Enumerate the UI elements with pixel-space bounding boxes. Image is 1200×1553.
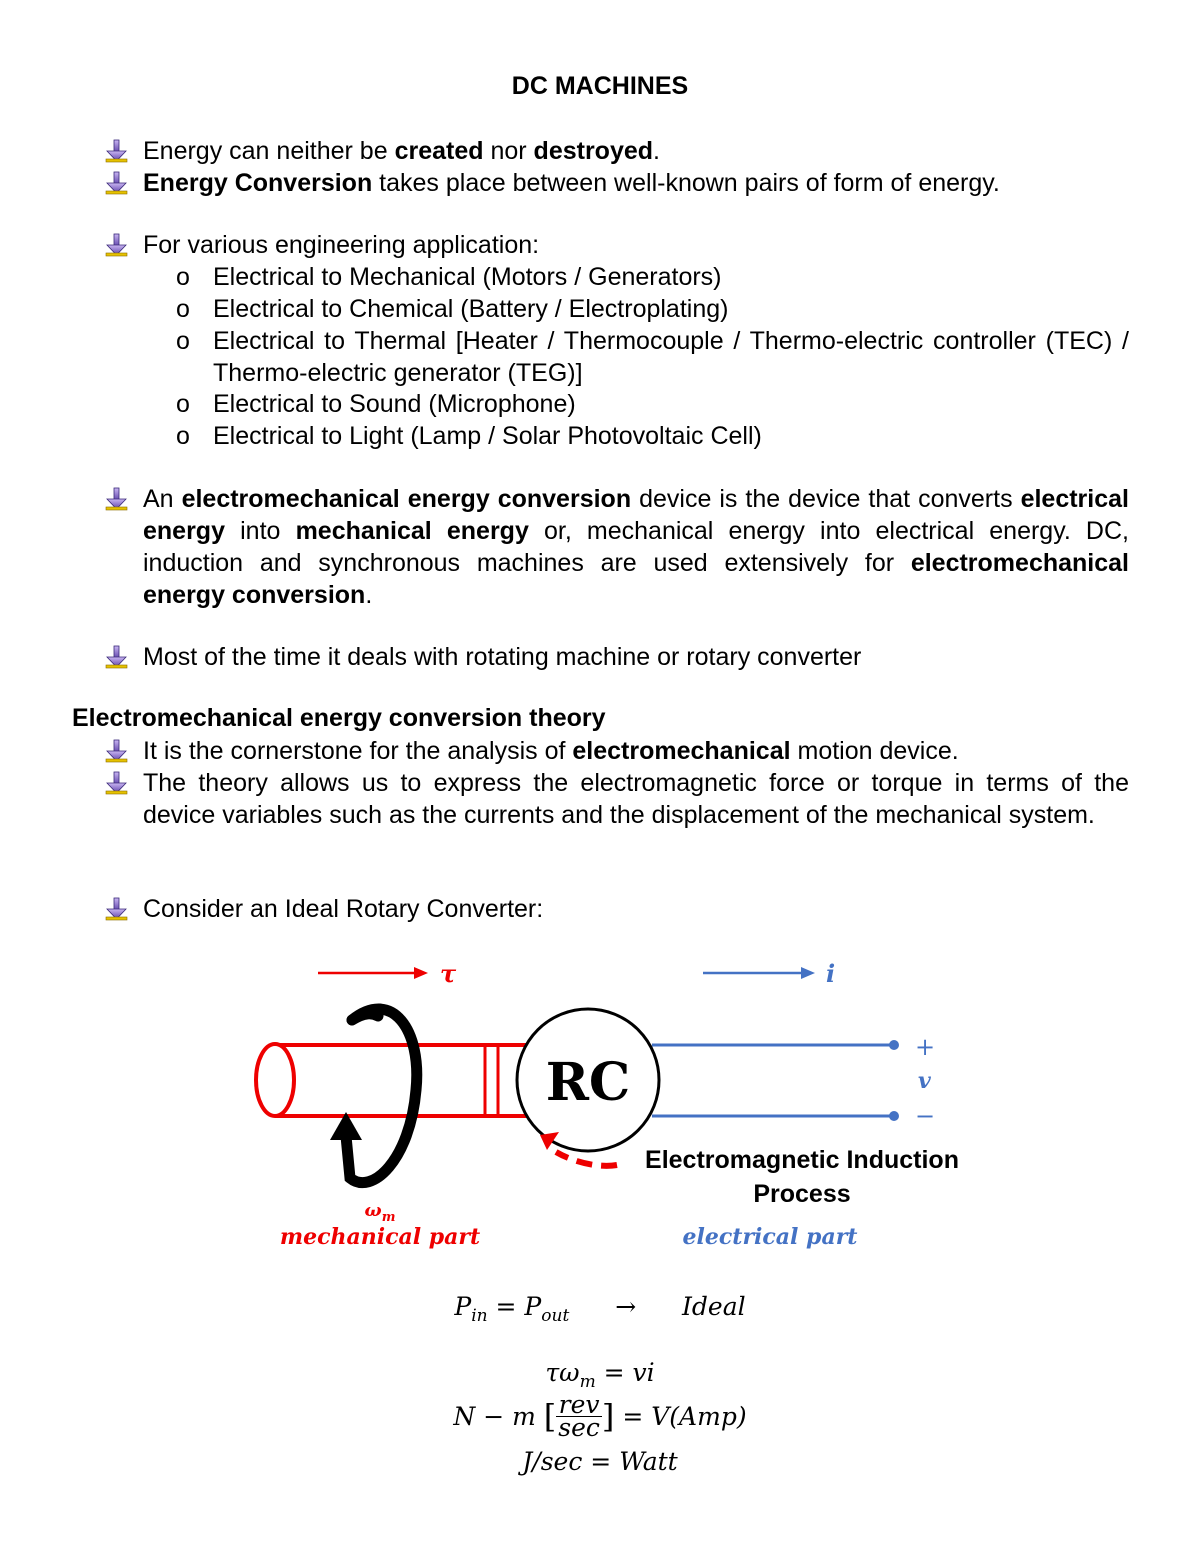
equation-joule-watt: J/sec = Watt xyxy=(522,1447,678,1476)
text-run: motion device. xyxy=(790,737,959,765)
list-marker: o xyxy=(176,295,190,323)
emphasis-text: electromechanical energy conversion xyxy=(143,549,1129,609)
text-run: into xyxy=(224,517,296,545)
text-run: The theory allows us to express the electromagnetic force or torque in terms of the device variables such as the currents and the displacement of the mechanical system. xyxy=(143,769,1129,829)
application-item-text: Electrical to Light (Lamp / Solar Photovoltaic Cell) xyxy=(213,422,762,450)
down-arrow-bullet-icon xyxy=(103,739,131,763)
bullet-rotating-note xyxy=(103,641,1129,673)
text-run: An xyxy=(143,485,182,513)
text-run: device is the device that converts xyxy=(631,485,1021,513)
emphasis-text: electromechanical xyxy=(572,737,791,765)
bullet-text xyxy=(143,767,1129,831)
application-item-text: Electrical to Chemical (Battery / Electroplating) xyxy=(213,295,729,323)
text-run: takes place between well-known pairs of form of energy. xyxy=(372,169,1000,197)
induction-label-line2: Process xyxy=(753,1180,851,1208)
units-numerator: rev xyxy=(556,1394,602,1417)
electrical-terminals xyxy=(652,1040,899,1121)
text-run: It is the cornerstone for the analysis of xyxy=(143,737,573,765)
induction-label-line1: Electromagnetic Induction xyxy=(645,1146,959,1174)
emphasis-text: created xyxy=(394,137,484,165)
down-arrow-bullet-icon xyxy=(103,171,131,195)
down-arrow-bullet-icon xyxy=(103,645,131,669)
text-run: nor xyxy=(483,137,534,165)
application-item xyxy=(176,420,1129,452)
application-item-text: Electrical to Mechanical (Motors / Generators) xyxy=(213,263,722,291)
text-run: Energy can neither be xyxy=(143,137,395,165)
list-marker: o xyxy=(176,422,190,450)
application-item-text: Electrical to Thermal [Heater / Thermocouple / Thermo-electric controller (TEC) / Thermo-electric generator (TEG)] xyxy=(213,327,1129,387)
text-run: . xyxy=(365,581,373,609)
applications-lead: For various engineering application: xyxy=(143,231,540,259)
emphasis-text: Energy Conversion xyxy=(143,169,373,197)
shaft xyxy=(256,1044,527,1116)
down-arrow-bullet-icon xyxy=(103,233,131,257)
text-run: or, mechanical energy into electrical energy. DC, induction and synchronous machines are used extensively for xyxy=(143,517,1129,577)
equation-units: N − m [ rev sec ] = V(Amp) xyxy=(453,1390,747,1442)
bullet-energy-conservation xyxy=(103,135,1129,167)
emphasis-text: electrical energy xyxy=(143,485,1129,545)
application-item-text: Electrical to Sound (Microphone) xyxy=(213,390,576,418)
torque-label: τ xyxy=(440,959,457,988)
bullet-theory-express xyxy=(103,767,1129,831)
plus-label: + xyxy=(915,1033,936,1061)
rotary-converter-label: RC xyxy=(545,1052,631,1113)
bullet-text xyxy=(143,167,1129,199)
down-arrow-bullet-icon xyxy=(103,487,131,511)
equation-torque-speed: $\tau\omega_m$ = vi xyxy=(545,1358,655,1392)
application-item xyxy=(176,261,1129,293)
bullet-energy-conversion xyxy=(103,167,1129,199)
torque-arrow xyxy=(318,967,428,979)
document-title: DC MACHINES xyxy=(511,72,689,100)
text-run: . xyxy=(653,137,660,165)
voltage-label: v xyxy=(918,1068,931,1094)
equation-power-balance: $P_{in} = P_{out}$ → Ideal xyxy=(454,1292,746,1326)
bullet-text xyxy=(143,135,1129,167)
bullet-consider xyxy=(103,893,1129,925)
down-arrow-bullet-icon xyxy=(103,139,131,163)
definition-text xyxy=(143,483,1129,611)
down-arrow-bullet-icon xyxy=(103,897,131,921)
minus-label: − xyxy=(915,1102,936,1130)
bullet-applications xyxy=(103,229,1129,261)
emphasis-text: electromechanical energy conversion xyxy=(181,485,632,513)
emphasis-text: mechanical energy xyxy=(295,517,529,545)
rotating-note-text: Most of the time it deals with rotating machine or rotary converter xyxy=(143,643,862,671)
consider-text: Consider an Ideal Rotary Converter: xyxy=(143,895,544,923)
application-item xyxy=(176,388,1129,420)
bullet-definition xyxy=(103,483,1129,611)
mechanical-part-label: mechanical part xyxy=(279,1224,481,1250)
bullet-cornerstone xyxy=(103,735,1129,767)
current-label: i xyxy=(826,959,836,988)
bullet-text xyxy=(143,735,1129,767)
rotary-converter-diagram xyxy=(0,940,1200,1270)
emphasis-text: destroyed xyxy=(533,137,654,165)
list-marker: o xyxy=(176,263,190,291)
list-marker: o xyxy=(176,327,190,355)
list-marker: o xyxy=(176,390,190,418)
current-arrow xyxy=(703,967,815,979)
units-denominator: sec xyxy=(558,1413,600,1442)
application-item xyxy=(176,293,1129,325)
omega-label: $\omega_m$ xyxy=(364,1200,396,1225)
rotation-arrow xyxy=(330,1009,417,1183)
application-item xyxy=(176,325,1129,389)
section-heading: Electromechanical energy conversion theory xyxy=(72,704,606,732)
electrical-part-label: electrical part xyxy=(682,1224,858,1250)
down-arrow-bullet-icon xyxy=(103,771,131,795)
